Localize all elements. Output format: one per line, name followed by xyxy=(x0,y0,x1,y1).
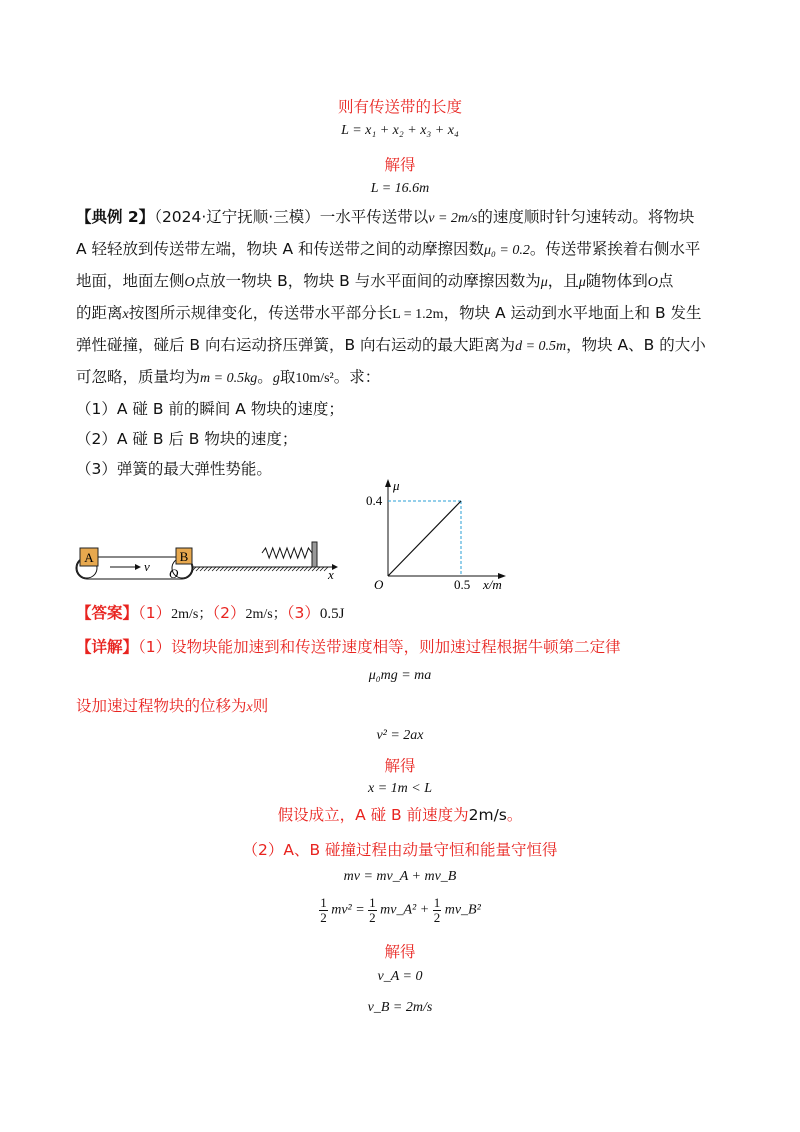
conveyor-figure xyxy=(70,530,350,590)
x-symbol: x xyxy=(122,307,129,322)
solve-word-2: 解得 xyxy=(384,943,416,961)
problem-text: 。 xyxy=(257,368,273,386)
fraction-half xyxy=(319,896,328,925)
problem-text: 。传送带紧挨着右侧水平 xyxy=(529,240,701,258)
solution-step-2-end: 则 xyxy=(252,697,269,715)
problem-source: （2024·辽宁抚顺·三模） xyxy=(154,208,320,226)
solution-line-4: （2）A、B 碰撞过程由动量守恒和能量守恒得 xyxy=(242,841,558,859)
wall xyxy=(312,542,317,567)
answer-2-label: （2） xyxy=(212,604,246,622)
problem-tag: 【典例 2】 xyxy=(76,208,155,226)
solution-line-3 xyxy=(0,803,800,825)
fraction-half xyxy=(433,896,442,925)
graph-x-axis-label: x/m xyxy=(483,577,502,592)
solution-line-1 xyxy=(76,632,736,662)
problem-text: 可忽略，质量均为 xyxy=(76,368,201,386)
block-b-label: B xyxy=(179,549,189,564)
answer-1-label: （1） xyxy=(138,604,172,622)
graph-x-tick-label: 0.5 xyxy=(454,577,471,592)
equation-va: v_A = 0 xyxy=(377,969,423,984)
mass-expression: m = 0.5kg xyxy=(200,371,258,386)
velocity-expression: v = 2m/s xyxy=(428,211,478,226)
problem-line-6 xyxy=(76,362,736,394)
energy-rhs: mv_B² xyxy=(444,902,481,918)
distance-expression: d = 0.5m xyxy=(515,339,567,354)
answer-3-label: （3） xyxy=(286,604,320,622)
problem-text: 随物体到 xyxy=(585,272,648,290)
equation-vb: v_B = 2m/s xyxy=(367,1000,433,1015)
problem-text: 一水平传送带以 xyxy=(319,208,429,226)
ground-x-label: x xyxy=(328,567,334,582)
solve-word-1: 解得 xyxy=(384,757,416,775)
fraction-denominator: 2 xyxy=(369,910,376,925)
problem-text: 的距离 xyxy=(76,304,123,322)
fraction-numerator: 1 xyxy=(320,895,327,910)
graph-y-tick-label: 0.4 xyxy=(366,493,383,508)
answer-line xyxy=(76,598,736,630)
solution-step-3-end: 。 xyxy=(506,806,523,824)
problem-text: 点放一物块 B，物块 B 与水平面间的动摩擦因数为 xyxy=(194,272,541,290)
solve-word-top: 解得 xyxy=(384,156,416,174)
equation-energy xyxy=(0,896,800,925)
problem-text: 弹性碰撞，碰后 B 向右运动挤压弹簧，B 向右运动的最大距离为 xyxy=(76,336,516,354)
problem-text: 。求： xyxy=(333,368,381,386)
solution-step-2: 设加速过程物块的位移为 xyxy=(76,697,247,715)
mu0-expression: μ₀ = 0.2 xyxy=(484,243,530,258)
point-o-symbol: O xyxy=(647,275,658,290)
length-expression: L = 1.2m xyxy=(392,307,444,322)
energy-lhs: mv² = xyxy=(331,902,365,918)
problem-text: ，且 xyxy=(547,272,579,290)
fraction-numerator: 1 xyxy=(369,895,376,910)
equation-x-result: x = 1m < L xyxy=(367,781,432,796)
belt-v-label: v xyxy=(144,559,150,574)
question-2: （2）A 碰 B 后 B 物块的速度； xyxy=(76,430,298,448)
length-result: L = 16.6m xyxy=(370,181,430,196)
length-heading: 则有传送带的长度 xyxy=(337,98,462,116)
problem-text: 按图所示规律变化，传送带水平部分长 xyxy=(128,304,393,322)
problem-paragraph xyxy=(76,202,736,484)
solution-step-3: 假设成立，A 碰 B 前速度为 xyxy=(277,806,469,824)
fraction-denominator: 2 xyxy=(320,910,327,925)
mu-x-graph xyxy=(360,475,520,600)
equation-kinematics: v² = 2ax xyxy=(376,728,424,743)
problem-text: ，物块 A 运动到水平地面上和 B 发生 xyxy=(443,304,702,322)
spring xyxy=(262,548,312,558)
ground-hatching xyxy=(192,567,328,571)
graph-origin-label: O xyxy=(374,577,384,592)
problem-line-2 xyxy=(76,234,736,266)
fraction-denominator: 2 xyxy=(433,910,441,925)
belt-o-label: O xyxy=(169,566,179,581)
fraction-numerator: 1 xyxy=(433,895,441,910)
equation-newton: μ₀mg = ma xyxy=(368,668,432,683)
point-o-symbol: O xyxy=(184,275,195,290)
length-equation: L = x₁ + x₂ + x₃ + x₄ xyxy=(341,123,459,138)
g-value: 10m/s² xyxy=(295,371,334,386)
solution-tag: 【详解】 xyxy=(76,638,139,656)
problem-line-3 xyxy=(76,266,736,298)
velocity-before-collision: 2m/s xyxy=(468,806,507,824)
answer-3-value: 0.5J xyxy=(319,606,345,622)
x-symbol: x xyxy=(246,700,253,715)
answer-1-value: 2m/s； xyxy=(171,607,213,622)
velocity-arrowhead xyxy=(135,564,141,570)
mu-symbol: μ xyxy=(578,275,586,290)
answer-2-value: 2m/s； xyxy=(245,607,287,622)
fraction-half xyxy=(368,896,377,925)
graph-y-arrowhead xyxy=(385,479,391,487)
solution-line-2 xyxy=(76,691,736,723)
mu-symbol: μ xyxy=(540,275,548,290)
problem-text: ，物块 A、B 的大小 xyxy=(566,336,706,354)
block-a-label: A xyxy=(84,550,94,565)
g-symbol: g xyxy=(272,371,280,386)
problem-text: 的速度顺时针匀速转动。将物块 xyxy=(477,208,695,226)
question-3: （3）弹簧的最大弹性势能。 xyxy=(76,460,272,478)
graph-mu-line xyxy=(388,501,461,576)
problem-text: 点 xyxy=(657,272,674,290)
problem-text: 取 xyxy=(279,368,296,386)
question-1: （1）A 碰 B 前的瞬间 A 物块的速度； xyxy=(76,400,344,418)
problem-line-5 xyxy=(76,330,736,362)
problem-line-1 xyxy=(76,202,736,234)
problem-text: A 轻轻放到传送带左端，物块 A 和传送带之间的动摩擦因数 xyxy=(76,240,484,258)
answer-tag: 【答案】 xyxy=(76,604,139,622)
problem-text: 地面，地面左侧 xyxy=(76,272,185,290)
problem-line-4 xyxy=(76,298,736,330)
graph-y-axis-label: μ xyxy=(393,478,400,493)
energy-mid: mv_A² + xyxy=(380,902,430,918)
solution-step-1: （1）设物块能加速到和传送带速度相等，则加速过程根据牛顿第二定律 xyxy=(138,638,621,656)
equation-momentum: mv = mv_A + mv_B xyxy=(343,869,457,884)
